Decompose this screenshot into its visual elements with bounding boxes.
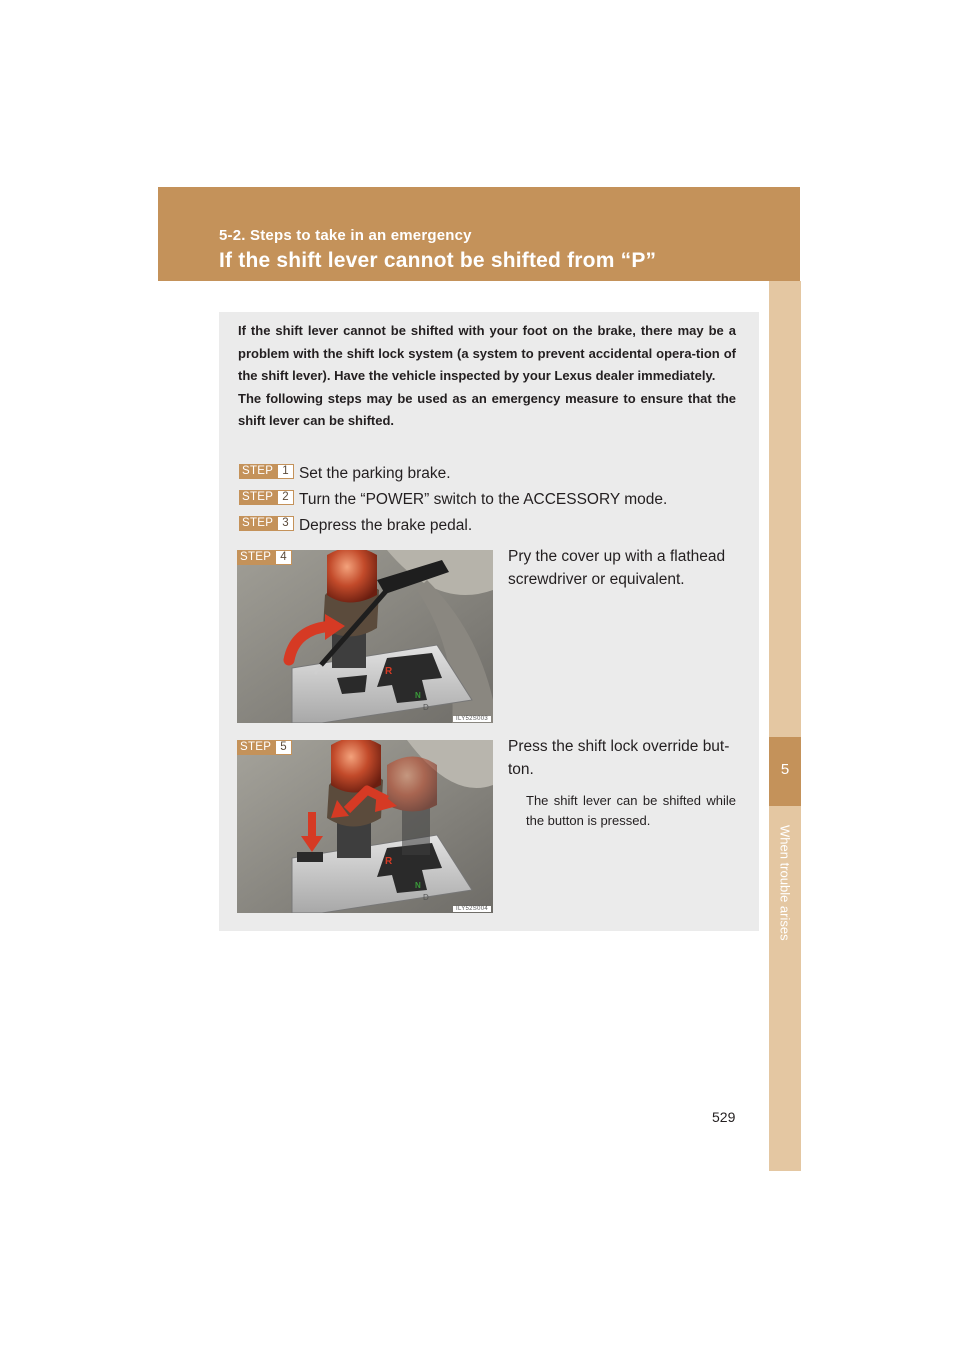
svg-text:D: D	[423, 703, 429, 712]
step-2	[239, 491, 667, 509]
chapter-number-box	[769, 737, 801, 806]
instruction-box	[219, 312, 759, 931]
step-5-text: Press the shift lock override but-ton.	[508, 738, 730, 778]
intro-text	[238, 320, 736, 433]
step-5-note: The shift lever can be shifted while the button is pressed.	[526, 793, 736, 828]
section-label: 5-2. Steps to take in an emergency	[219, 227, 472, 244]
svg-text:R: R	[385, 856, 393, 867]
chapter-title-box	[769, 825, 801, 985]
image-code: ILY52S004	[453, 906, 491, 912]
step-5-illustration	[237, 740, 493, 913]
step-badge-2: STEP 2	[239, 490, 294, 505]
chapter-number: 5	[780, 761, 790, 778]
step-badge-4: STEP 4	[237, 550, 292, 565]
shift-lever-pry-illustration	[237, 550, 493, 723]
step-badge-3: STEP 3	[239, 516, 294, 531]
step-3-text: Depress the brake pedal.	[298, 517, 473, 534]
image-code: ILY52S003	[453, 716, 491, 722]
step-1	[239, 465, 451, 483]
shift-lock-override-illustration	[237, 740, 493, 913]
svg-text:D: D	[423, 893, 429, 902]
chapter-title: When trouble arises	[777, 825, 793, 941]
step-3	[239, 517, 472, 535]
step-1-text: Set the parking brake.	[298, 465, 451, 482]
chapter-side-tab[interactable]	[769, 281, 801, 1171]
step-4-illustration	[237, 550, 493, 723]
step-4-text: Pry the cover up with a flathead screwdriver or equivalent.	[508, 548, 726, 588]
svg-text:N: N	[415, 691, 421, 700]
step-badge-1: STEP 1	[239, 464, 294, 479]
intro-paragraph-2: The following steps may be used as an emergency measure to ensure that the shift lever can be shifted.	[238, 390, 736, 428]
intro-paragraph-1: If the shift lever cannot be shifted with your foot on the brake, there may be a problem with the shift lock system (a system to prevent accidental opera-tion of the shift lever). Have the vehicle inspected by your Lexus dealer immediately.	[238, 323, 736, 383]
page-header	[158, 187, 800, 281]
step-2-text: Turn the “POWER” switch to the ACCESSORY mode.	[298, 491, 668, 508]
step-badge-5: STEP 5	[237, 740, 292, 755]
svg-text:N: N	[415, 881, 421, 890]
page-title: If the shift lever cannot be shifted from “P”	[219, 249, 657, 272]
svg-text:R: R	[385, 666, 393, 677]
page-number: 529	[712, 1109, 736, 1125]
